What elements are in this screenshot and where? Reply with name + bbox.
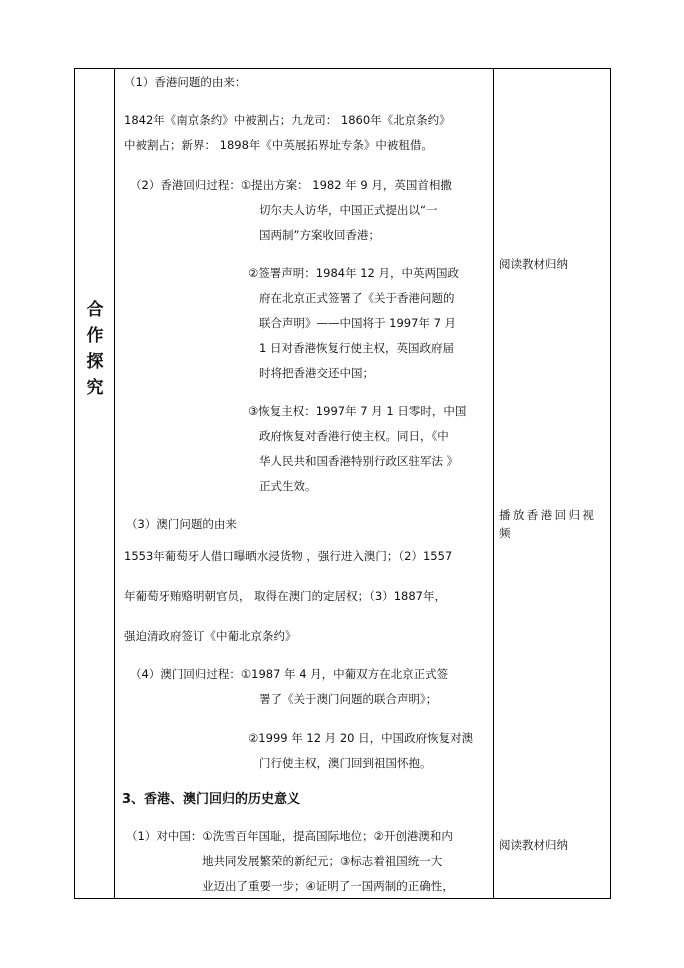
macau-return-line: 门行使主权，澳门回到祖国怀抱。 — [259, 756, 432, 770]
hk-return-line: ③恢复主权：1997年 7 月 1 日零时，中国 — [248, 404, 467, 418]
macau-origin-line: 强迫清政府签订《中葡北京条约》 — [124, 629, 297, 643]
hk-return-line: ②签署声明：1984年 12 月，中英两国政 — [248, 266, 460, 280]
hk-return-line: 时将把香港交还中国； — [259, 366, 374, 380]
macau-origin-heading: （3）澳门问题的由来 — [126, 517, 237, 531]
note-play-video: 播放香港回归视 频 — [499, 508, 597, 540]
hk-return-line: 府在北京正式签署了《关于香港问题的 — [259, 291, 455, 305]
macau-origin-line: 年葡萄牙贿赂明朝官员， 取得在澳门的定居权；（3）1887年， — [124, 589, 446, 603]
notes-cell — [493, 69, 610, 898]
hk-return-line: 正式生效。 — [259, 479, 317, 493]
hk-return-line: 1 日对香港恢复行使主权，英国政府届 — [259, 341, 454, 355]
hk-return-line: 政府恢复对香港行使主权。同日，《中 — [259, 429, 449, 443]
section-label-cell — [75, 69, 115, 898]
note-read-textbook: 阅读教材归纳 — [499, 257, 568, 271]
significance-line: 业迈出了重要一步；④证明了一国两制的正确性， — [202, 879, 454, 893]
hk-return-line: 国两制”方案收回香港； — [259, 228, 380, 242]
hk-return-line: 联合声明》——中国将于 1997年 7 月 — [259, 316, 457, 330]
macau-origin-line: 1553年葡萄牙人借口曝晒水浸货物 ，强行进入澳门；（2）1557 — [124, 549, 453, 563]
macau-return-line: 署了《关于澳门问题的联合声明》； — [259, 692, 438, 706]
note-read-textbook: 阅读教材归纳 — [499, 838, 568, 852]
hk-return-line: 华人民共和国香港特别行政区驻军法 》 — [259, 454, 459, 468]
significance-line: （1）对中国：①洗雪百年国耻，提高国际地位；②开创港澳和内 — [126, 829, 453, 843]
macau-return-line: ②1999 年 12 月 20 日，中国政府恢复对澳 — [248, 731, 474, 745]
significance-line: 地共同发展繁荣的新纪元；③标志着祖国统一大 — [202, 854, 443, 868]
macau-return-line: （4）澳门回归过程：①1987 年 4 月，中葡双方在北京正式签 — [130, 667, 449, 681]
hk-origin-line: 中被割占；新界： 1898年《中英展拓界址专条》中被租借。 — [124, 138, 433, 152]
hk-return-heading: （2）香港回归过程：①提出方案： 1982 年 9 月，英国首相撒 — [130, 178, 452, 192]
hk-origin-heading: （1）香港问题的由来： — [124, 75, 247, 89]
significance-heading: 3、香港、澳门回归的历史意义 — [122, 792, 301, 807]
section-label: 合 作 探 究 — [86, 300, 104, 398]
hk-origin-line: 1842年《南京条约》中被割占；九龙司： 1860年《北京条约》 — [124, 113, 451, 127]
hk-return-line: 切尔夫人访华，中国正式提出以“一 — [259, 203, 438, 217]
